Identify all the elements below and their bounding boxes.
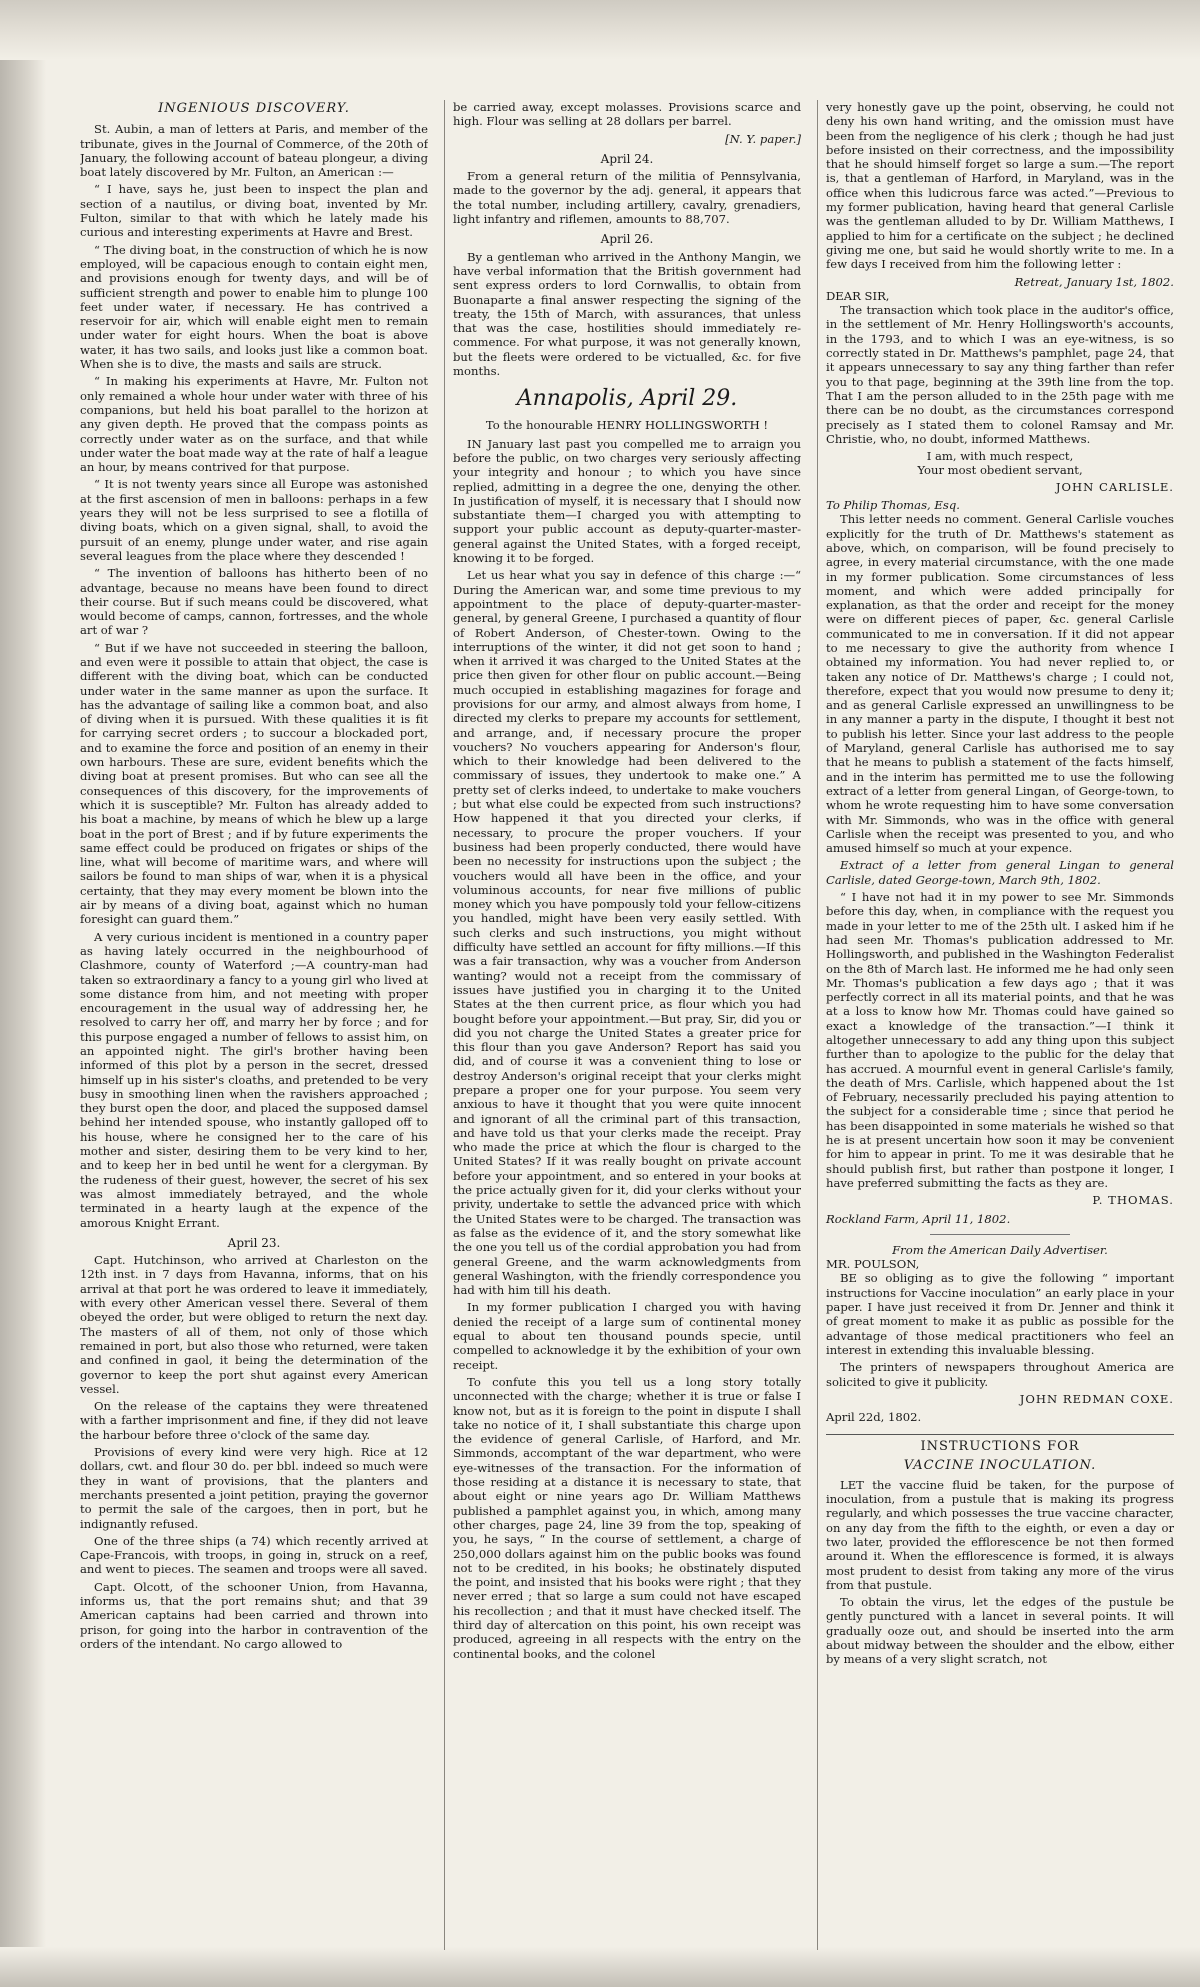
letter-dateline: Retreat, January 1st, 1802.	[1014, 274, 1174, 289]
article-paragraph: very honestly gave up the point, observing, he could not deny his own hand writing, and the omission must have been from the negligence of his clerk ; though he had just before insisted on their correctness, and the impossibility that he should himself forget so large a sum.—The report is, that a gentleman of Harford, in Maryland, was in the office when this ludicrous farce was acted.”—Previous to my former publication, having heard that general Carlisle was the gentleman alluded to by Dr. William Matthews, I applied to him for a certificate on the subject ; he declined giving me one, but said he would shortly write to me. In a few days I received from him the following letter :	[826, 100, 1174, 272]
divider	[930, 1234, 1069, 1235]
article-paragraph: From a general return of the militia of Pennsylvania, made to the governor by the adj. general, it appears that the total number, including artillery, cavalry, grenadiers, light infantry and riflemen, amounts to 88,707.	[453, 169, 801, 227]
article-paragraph: The printers of newspapers throughout America are solicited to give it publicity.	[826, 1360, 1174, 1389]
signature: JOHN REDMAN COXE.	[1019, 1391, 1174, 1406]
page-edge-left	[0, 0, 46, 1987]
column-1	[80, 100, 428, 1950]
date-heading: April 26.	[600, 232, 654, 247]
article-paragraph: IN January last past you compelled me to arraign you before the public, on two charges very seriously affecting your integrity and honour ; to which you have since replied, admitting in a degree the one, denying the other. In justification of myself, it is necessary that I should now substantiate them—I charged you with attempting to support your public account as deputy-quarter-master-general against the United States, with a forged receipt, knowing it to be forged.	[453, 436, 801, 566]
date-heading: April 23.	[227, 1235, 281, 1250]
extract-heading: Extract of a letter from general Lingan to general Carlisle, dated George-town, March 9th, 1802.	[826, 858, 1174, 887]
article-paragraph: BE so obliging as to give the following “ important instructions for Vaccine inoculation” an early place in your paper. I have just received it from Dr. Jenner and think it of great moment to make it as public as possible for the advantage of those medical practitioners who feel an interest in extending this invaluable blessing.	[826, 1271, 1174, 1357]
source-note: From the American Daily Advertiser.	[892, 1242, 1108, 1257]
article-paragraph: A very curious incident is mentioned in a country paper as having lately occurred in the neighbourhood of Clashmore, county of Waterford ;—A country-man had taken so extraordinary a fancy to a young girl who lived at some distance from him, and not meeting with proper encouragement in the usual way of addressing her, he resolved to carry her off, and marry her by force ; and for this purpose engaged a number of fellows to assist him, on an appointed night. The girl's brother having been informed of this plot by a person in the secret, dressed himself up in his sister's cloaths, and pretended to be very busy in smoothing linen when the ravishers approached ; they burst open the door, and placed the supposed damsel behind her intended spouse, who instantly galloped off to his house, where he consigned her to the care of his mother and sister, desiring them to be very kind to her, and to keep her in bed until he went for a clergyman. By the rudeness of their guest, however, the secret of his sex was almost immediately betrayed, and the whole terminated in a hearty laugh at the expence of the amorous Knight Errant.	[80, 929, 428, 1230]
dateline-annapolis: Annapolis, April 29.	[516, 386, 738, 412]
letter-salutation: DEAR SIR,	[826, 288, 890, 303]
article-paragraph: Capt. Olcott, of the schooner Union, from Havanna, informs us, that the port remains shut; and that 39 American captains had been carried and thrown into prison, for going into the harbor in contravention of the orders of the intendant. No cargo allowed to	[80, 1579, 428, 1651]
article-paragraph: “ The diving boat, in the construction of which he is now employed, will be capacious enough to contain eight men, and provisions enough for twenty days, and will be of sufficient strength and power to enable him to plunge 100 feet under water, if necessary. He has contrived a reservoir for air, which will enable eight men to remain under water for eight hours. When the boat is above water, it has two sails, and looks just like a common boat. When she is to dive, the masts and sails are struck.	[80, 242, 428, 372]
article-paragraph: Capt. Hutchinson, who arrived at Charleston on the 12th inst. in 7 days from Havanna, informs, that on his arrival at that port he was ordered to leave it immediately, with every other American vessel there. Several of them obeyed the order, but were obliged to return the next day. The masters of all of them, not only of those which remained in port, but also those who returned, were taken and confined in gaol, it being the determination of the governor to keep the port shut against every American vessel.	[80, 1253, 428, 1396]
article-paragraph: “ In making his experiments at Havre, Mr. Fulton not only remained a whole hour under water with three of his companions, but held his boat parallel to the horizon at any given depth. He proved that the compass points as correctly under water as on the surface, and that while under water the boat made way at the rate of half a league an hour, by means contrived for that purpose.	[80, 374, 428, 475]
article-paragraph: To obtain the virus, let the edges of the pustule be gently punctured with a lancet in several points. It will gradually ooze out, and should be inserted into the arm about midway between the shoulder and the elbow, either by means of a very slight scratch, not	[826, 1595, 1174, 1667]
article-paragraph: This letter needs no comment. General Carlisle vouches explicitly for the truth of Dr. Matthews's statement as above, which, on comparison, will be found precisely to agree, in every material circumstance, with the one made in my former publication. Some circumstances of less moment, and which were added principally for explanation, as that the order and receipt for the money were on different pieces of paper, &c. general Carlisle communicated to me in conversation. If it did not appear to me necessary to give the authority from whence I obtained my information. You had never replied to, or taken any notice of Dr. Matthews's charge ; I could not, therefore, expect that you would now presume to deny it; and as general Carlisle expressed an unwillingness to be in any manner a party in the dispute, I thought it best not to publish his letter. Since your last address to the people of Maryland, general Carlisle has authorised me to say that he means to publish a statement of the facts himself, and in the interim has permitted me to use the following extract of a letter from general Lingan, of George-town, to whom he wrote requesting him to have some conversation with Mr. Simmonds, who was in the office with general Carlisle when the receipt was presented to you, and who amused himself so much at your expence.	[826, 512, 1174, 856]
article-paragraph: LET the vaccine fluid be taken, for the purpose of inoculation, from a pustule that is making its progress regularly, and which possesses the true vaccine character, on any day from the fifth to the eighth, or even a day or two later, provided the efflorescence be not then formed around it. When the efflorescence is formed, it is always most prudent to desist from taking any more of the virus from that pustule.	[826, 1477, 1174, 1592]
article-paragraph: By a gentleman who arrived in the Anthony Mangin, we have verbal information that the British government had sent express orders to lord Cornwallis, to obtain from Buonaparte a final answer respecting the signing of the treaty, the 15th of March, with assurances, that unless that was the case, hostilities should immediately re-commence. For what purpose, it was not generally known, but the fleets were ordered to be victualled, &c. for five months.	[453, 249, 801, 379]
article-paragraph: “ I have, says he, just been to inspect the plan and section of a nautilus, or diving boat, invented by Mr. Fulton, similar to that with which he lately made his curious and interesting experiments at Havre and Brest.	[80, 182, 428, 240]
article-paragraph: In my former publication I charged you with having denied the receipt of a large sum of continental money equal to about ten thousand pounds specie, until compelled to acknowledge it by the exhibition of your own receipt.	[453, 1300, 801, 1372]
heading-ingenious-discovery: INGENIOUS DISCOVERY.	[158, 101, 350, 116]
letter-dateline: Rockland Farm, April 11, 1802.	[826, 1211, 1011, 1226]
letter-recipient: MR. POULSON,	[826, 1257, 920, 1272]
letter-recipient: To Philip Thomas, Esq.	[826, 498, 960, 513]
article-paragraph: The transaction which took place in the auditor's office, in the settlement of Mr. Henry Hollingsworth's accounts, in the 1793, and to which I was an eye-witness, is so correctly stated in Dr. Matthews's pamphlet, page 24, that it appears unnecessary to say any thing farther than refer you to that page, beginning at the 39th line from the top. That I am the person alluded to in the 25th page with me there can be no doubt, as the circumstances correspond precisely as I stated them to colonel Ramsay and Mr. Christie, who, no doubt, informed Matthews.	[826, 303, 1174, 446]
article-paragraph: One of the three ships (a 74) which recently arrived at Cape-Francois, with troops, in going in, struck on a reef, and went to pieces. The seamen and troops were all saved.	[80, 1533, 428, 1577]
date-heading: April 24.	[600, 151, 654, 166]
article-paragraph: “ The invention of balloons has hitherto been of no advantage, because no means have been found to direct their course. But if such means could be discovered, what would become of camps, cannon, fortresses, and the whole art of war ?	[80, 566, 428, 638]
article-paragraph: St. Aubin, a man of letters at Paris, and member of the tribunate, gives in the Journal of Commerce, of the 20th of January, the following account of bateau plongeur, a diving boat lately discovered by Mr. Fulton, an American :—	[80, 122, 428, 180]
article-paragraph: To confute this you tell us a long story totally unconnected with the charge; whether it is true or false I know not, but as it is foreign to the point in dispute I shall take no notice of it, I shall substantiate this charge upon the evidence of general Carlisle, of Harford, and Mr. Simmonds, accomptant of the war department, who were eye-witnesses of the transaction. For the information of those residing at a distance it is necessary to state, that about eight or nine years ago Dr. William Matthews published a pamphlet against you, in which, among many other charges, page 24, line 39 from the top, speaking of you, he says, “ In the course of settlement, a charge of 250,000 dollars against him on the public books was found not to be credited, in his books; he obstinately disputed the point, and insisted that his books were right ; that they never erred ; that so large a sum could not have escaped his recollection ; and that it must have checked itself. The third day of altercation on this point, his own receipt was produced, agreeing in all respects with the entry on the continental books, and the colonel	[453, 1374, 801, 1661]
source-note: [N. Y. paper.]	[725, 131, 801, 146]
article-paragraph: be carried away, except molasses. Provisions scarce and high. Flour was selling at 28 dollars per barrel.	[453, 100, 801, 129]
section-subheading: VACCINE INOCULATION.	[903, 1458, 1097, 1474]
page-edge-top	[0, 0, 1200, 60]
letter-closing: Your most obedient servant,	[917, 463, 1083, 478]
section-heading: INSTRUCTIONS FOR	[826, 1434, 1174, 1455]
date-line: April 22d, 1802.	[826, 1410, 922, 1425]
article-paragraph: On the release of the captains they were threatened with a farther imprisonment and fine, if they did not leave the harbour before three o'clock of the same day.	[80, 1399, 428, 1442]
column-2	[444, 100, 801, 1950]
signature: JOHN CARLISLE.	[1055, 479, 1174, 494]
page-edge-bottom	[0, 1947, 1200, 1987]
letter-closing: I am, with much respect,	[926, 449, 1074, 464]
column-3	[817, 100, 1174, 1950]
article-paragraph: Let us hear what you say in defence of this charge :—“ During the American war, and some time previous to my appointment to the place of deputy-quarter-master-general, by general Greene, I purchased a quantity of flour of Robert Anderson, of Chester-town. Owing to the interruptions of the winter, it did not get soon to hand ; when it arrived it was charged to the United States at the price then given for other flour on public account.—Being much occupied in establishing magazines for forage and provisions for our army, and almost always from home, I directed my clerks to prepare my accounts for settlement, and arrange, and, if necessary procure the proper vouchers? No vouchers appearing for Anderson's flour, which to their knowledge had been delivered to the commissary of issues, they undertook to make one.” A pretty set of clerks indeed, to undertake to make vouchers ; but what else could be expected from such instructions? How happened it that you directed your clerks, if necessary, to procure the proper vouchers. If your business had been properly conducted, there would have been no necessity for instructions upon the subject ; the vouchers would all have been in the office, and your voluminous accounts, for near five millions of public money which you have pompously told your fellow-citizens you handled, might have been very easily settled. With such clerks and such instructions, you might without difficulty have settled an account for fifty millions.—If this was a fair transaction, why was a voucher from Anderson wanting? would not a receipt from the commissary of issues have justified you in charging it to the United States at the then current price, as flour which you had bought before your appointment.—But pray, Sir, did you or did you not charge the United States a greater price for this flour than you gave Anderson? Report has said you did, and of course it was a convenient thing to lose or destroy Anderson's original receipt that your clerks might prepare a proper one for your purpose. You seem very anxious to have it thought that you were quite innocent and ignorant of all the criminal part of this transaction, and have told us that your clerks made the receipt. Pray who made the price at which the flour is charged to the United States? If it was really bought on private account before your appointment, and so entered in your books at the price actually given for it, did your clerks without your privity, undertake to settle the advanced price with which the United States were to be charged. The transaction was as false as the evidence of it, and the story somewhat like the one you tell us of the cordial approbation you had from general Greene, and the warm acknowledgments from general Washington, with the friendly correspondence you had with him till his death.	[453, 568, 801, 1298]
columns	[80, 100, 1174, 1950]
article-paragraph: Provisions of every kind were very high. Rice at 12 dollars, cwt. and flour 30 do. per bbl. indeed so much were they in want of provisions, that the planters and merchants presented a joint petition, praying the governor to permit the sale of the cargoes, then in port, but he indignantly refused.	[80, 1445, 428, 1531]
article-paragraph: “ It is not twenty years since all Europe was astonished at the first ascension of men in balloons: perhaps in a few years they will not be less surprised to see a flotilla of diving boats, which on a given signal, shall, to avoid the pursuit of an enemy, plunge under water, and rise again several leagues from the place where they descended !	[80, 477, 428, 563]
signature: P. THOMAS.	[1092, 1193, 1174, 1208]
article-paragraph: “ I have not had it in my power to see Mr. Simmonds before this day, when, in compliance with the request you made in your letter to me of the 25th ult. I asked him if he had seen Mr. Thomas's publication addressed to Mr. Hollingsworth, and published in the Washington Federalist on the 8th of March last. He informed me he had only seen Mr. Thomas's publication a few days ago ; that it was perfectly correct in all its material points, and that he was at a loss to know how Mr. Thomas could have gained so exact a knowledge of the transaction.”—I think it altogether unnecessary to add any thing upon this subject further than to apologize to the public for the delay that has accrued. A mournful event in general Carlisle's family, the death of Mrs. Carlisle, which happened about the 1st of February, necessarily precluded his paying attention to the subject for a considerable time ; since that period he has been disappointed in some materials he wished so that he is at present uncertain how soon it may be convenient for him to appear in print. To me it was desirable that he should publish first, but rather than postpone it longer, I have preferred submitting the facts as they are.	[826, 890, 1174, 1190]
addressee: To the honourable HENRY HOLLINGSWORTH !	[485, 418, 769, 433]
article-paragraph: “ But if we have not succeeded in steering the balloon, and even were it possible to attain that object, the case is different with the diving boat, which can be conducted under water in the same manner as upon the surface. It has the advantage of sailing like a common boat, and also of diving when it is pursued. With these qualities it is fit for carrying secret orders ; to succour a blockaded port, and to examine the force and position of an enemy in their own harbours. These are sure, evident benefits which the diving boat at present promises. But who can see all the consequences of this discovery, for the improvements of which it is susceptible? Mr. Fulton has already added to his boat a machine, by means of which he blew up a large boat in the port of Brest ; and if by future experiments the same effect could be produced on frigates or ships of the line, what will become of maritime wars, and where will sailors be found to man ships of war, when it is a physical certainty, that they may every moment be blown into the air by means of a diving boat, against which no human foresight can guard them.”	[80, 640, 428, 927]
